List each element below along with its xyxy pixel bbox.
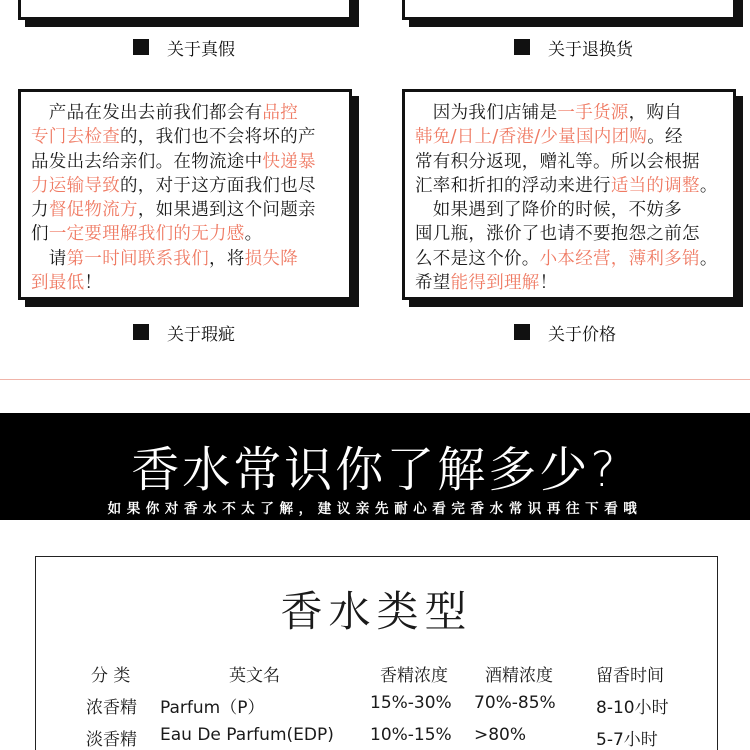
text-line: 力督促物流方，如果遇到这个问题亲: [31, 200, 316, 221]
text-line: 么不是这个价。小本经营，薄利多销。: [415, 248, 718, 269]
text-line: 品发出去给亲们。在物流途中快递暴: [31, 151, 316, 172]
table-cell: 15%-30%: [370, 693, 452, 713]
table-header-cell: 酒精浓度: [485, 666, 553, 686]
table-cell: 5-7小时: [596, 730, 658, 750]
authenticity-card: [18, 0, 352, 20]
text-line: 力运输导致的，对于这方面我们也尽: [31, 175, 316, 196]
table-cell: Parfum（P）: [160, 698, 265, 718]
table-cell: 浓香精: [86, 698, 137, 718]
table-cell: 8-10小时: [596, 698, 669, 718]
table-cell: 淡香精: [86, 730, 137, 750]
banner-title: 香水常识你了解多少?: [131, 442, 619, 498]
table-header-row: [36, 661, 719, 691]
perfume-knowledge-banner: [0, 413, 750, 520]
caption-label: 关于瑕疵: [167, 324, 235, 345]
perfume-types-title: 香水类型: [280, 587, 473, 636]
table-row: [36, 693, 719, 723]
table-header-cell: 香精浓度: [380, 666, 448, 686]
text-line: 请第一时间联系我们，将损失降: [31, 248, 299, 269]
text-line: 如果遇到了降价的时候，不妨多: [415, 200, 682, 221]
text-line: 汇率和折扣的浮动来进行适当的调整。: [415, 175, 718, 196]
table-row: [36, 725, 719, 750]
square-bullet-icon: [514, 39, 530, 55]
table-header-cell: 留香时间: [596, 666, 664, 686]
caption-authenticity: [133, 35, 235, 59]
table-cell: 70%-85%: [474, 693, 556, 713]
table-header-cell: 分 类: [91, 666, 131, 686]
flaws-card: [18, 89, 352, 300]
caption-flaws: [133, 320, 235, 344]
text-line: 囤几瓶，涨价了也请不要抱怨之前怎: [415, 224, 700, 245]
text-line: 产品在发出去前我们都会有品控: [31, 103, 299, 123]
caption-label: 关于真假: [167, 39, 235, 60]
text-line: 们一定要理解我们的无力感。: [31, 224, 263, 245]
caption-price: [514, 320, 616, 344]
perfume-types-box: [35, 556, 718, 750]
text-line: 韩免/日上/香港/少量国内团购。经: [415, 127, 683, 148]
text-line: 常有积分返现，赠礼等。所以会根据: [415, 151, 700, 172]
text-line: 专门去检查的，我们也不会将坏的产: [31, 127, 316, 148]
text-line: 希望能得到理解！: [415, 273, 558, 294]
section-divider: [0, 379, 750, 380]
text-line: 因为我们店铺是一手货源，购自: [415, 103, 683, 123]
flaws-card-text: [31, 101, 341, 295]
returns-card: [402, 0, 736, 20]
caption-label: 关于价格: [548, 324, 616, 345]
price-card-text: [415, 101, 725, 295]
square-bullet-icon: [514, 324, 530, 340]
caption-label: 关于退换货: [548, 39, 633, 60]
table-cell: >80%: [474, 725, 527, 745]
banner-subtitle: 如果你对香水不太了解，建议亲先耐心看完香水常识再往下看哦: [107, 501, 643, 517]
square-bullet-icon: [133, 39, 149, 55]
price-card: [402, 89, 736, 300]
text-line: 到最低！: [31, 273, 103, 294]
table-header-cell: 英文名: [229, 666, 280, 686]
table-cell: Eau De Parfum(EDP): [160, 725, 334, 745]
table-cell: 10%-15%: [370, 725, 452, 745]
square-bullet-icon: [133, 324, 149, 340]
caption-returns: [514, 35, 633, 59]
